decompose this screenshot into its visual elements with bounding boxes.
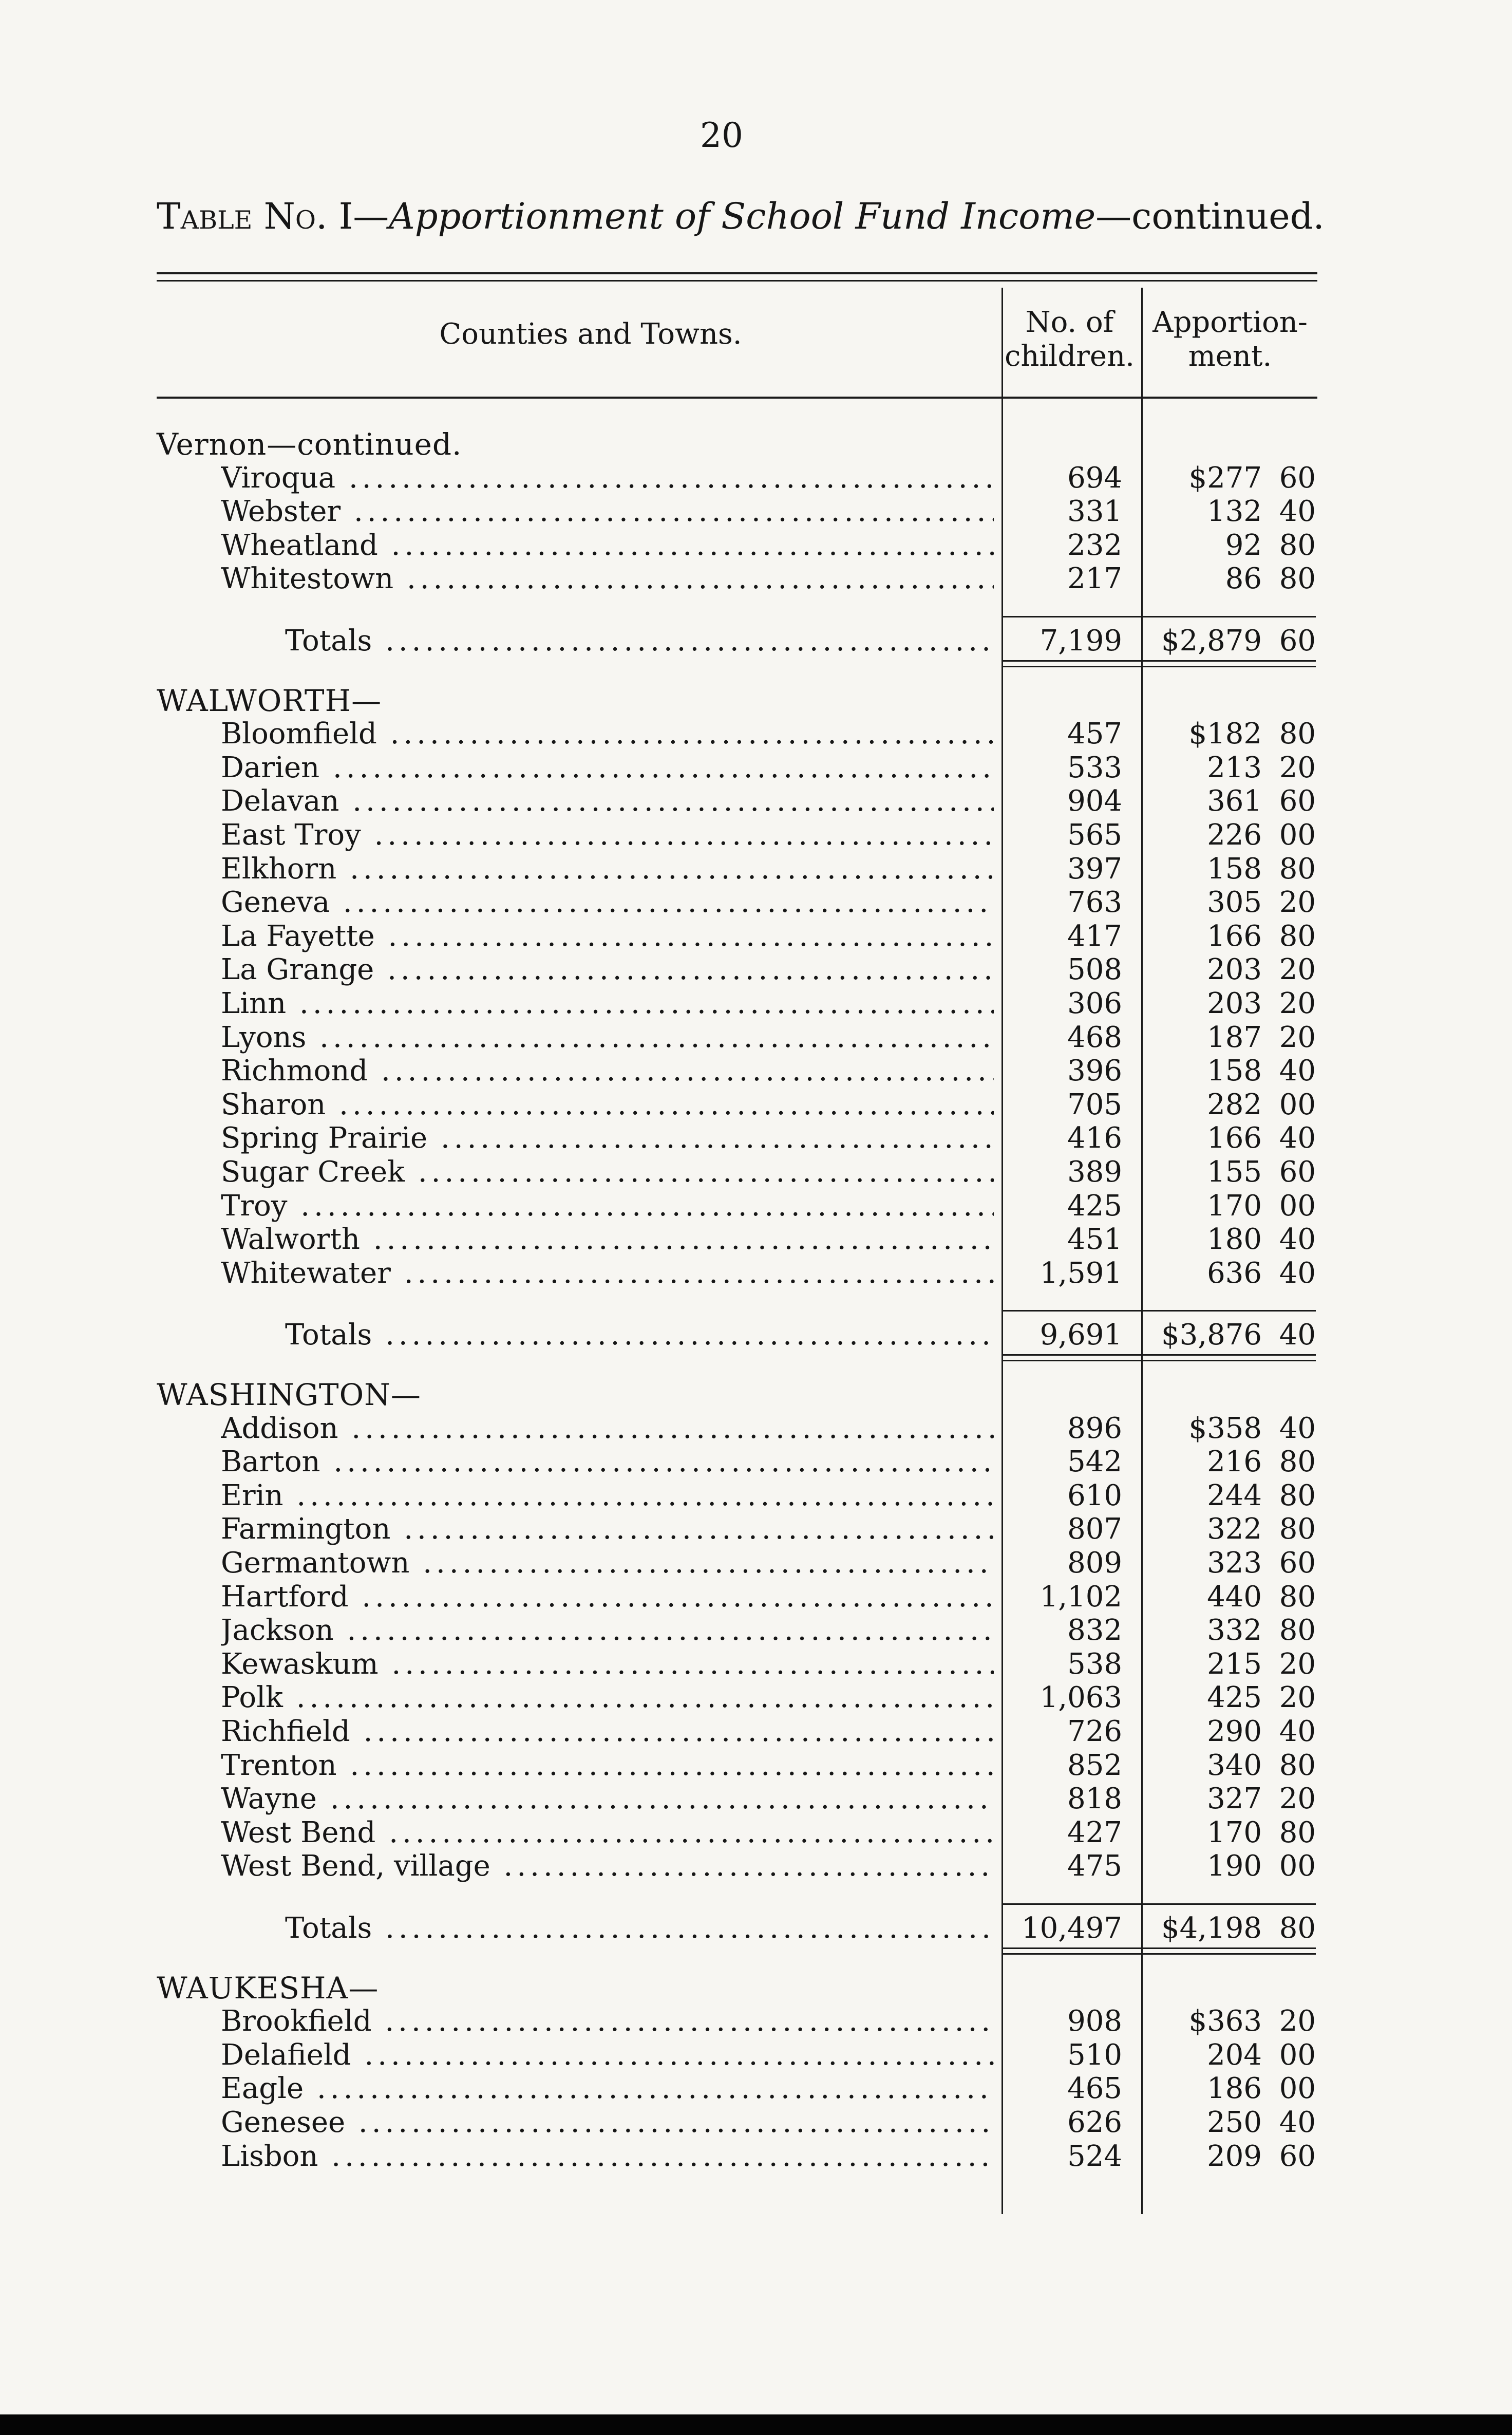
apportionment-cents: 20 bbox=[1279, 751, 1316, 784]
table-row bbox=[0, 1223, 1512, 1257]
apportionment-cents: 00 bbox=[1279, 1849, 1316, 1883]
table-row bbox=[0, 1849, 1512, 1883]
children-count: 818 bbox=[1067, 1782, 1122, 1815]
apportionment-cents: 40 bbox=[1279, 495, 1316, 528]
top-rule-2 bbox=[157, 280, 1317, 282]
town-name: Addison ..... bbox=[221, 1412, 994, 1446]
apportionment-dollars: 92 bbox=[1225, 529, 1262, 562]
children-count: 306 bbox=[1067, 987, 1122, 1020]
apportionment-cents: 80 bbox=[1279, 1479, 1316, 1512]
header-children: No. of children. bbox=[1005, 306, 1135, 373]
apportionment-cents: 80 bbox=[1279, 920, 1316, 953]
town-name: Bloomfield ..... bbox=[221, 717, 994, 751]
apportionment-dollars: 209 bbox=[1207, 2140, 1262, 2173]
apportionment-cents: 80 bbox=[1279, 1749, 1316, 1782]
apportionment-dollars: 158 bbox=[1207, 852, 1262, 886]
apportionment-dollars: 203 bbox=[1207, 987, 1262, 1020]
town-name: Sharon ..... bbox=[221, 1088, 994, 1122]
apportionment-cents: 60 bbox=[1279, 461, 1316, 495]
apportionment-cents: 00 bbox=[1279, 2038, 1316, 2072]
table-title bbox=[157, 195, 1325, 237]
table-row bbox=[0, 1088, 1512, 1122]
totals-label: Totals ..... bbox=[285, 1318, 994, 1352]
apportionment-cents: 40 bbox=[1279, 1412, 1316, 1445]
apportionment-cents: 60 bbox=[1279, 1546, 1316, 1580]
town-name: La Fayette ..... bbox=[221, 920, 994, 953]
town-name: Erin ..... bbox=[221, 1479, 994, 1513]
children-count: 832 bbox=[1067, 1614, 1122, 1647]
table-row bbox=[0, 1257, 1512, 1290]
page-number: 20 bbox=[700, 116, 743, 155]
children-count: 705 bbox=[1067, 1088, 1122, 1121]
table-row bbox=[0, 529, 1512, 563]
apportionment-cents: 40 bbox=[1279, 1054, 1316, 1088]
apportionment-dollars: 215 bbox=[1207, 1647, 1262, 1681]
apportionment-cents: 00 bbox=[1279, 1088, 1316, 1121]
table-row bbox=[0, 562, 1512, 596]
apportionment-dollars: 250 bbox=[1207, 2106, 1262, 2139]
totals-row bbox=[0, 1318, 1512, 1352]
apportionment-cents: 80 bbox=[1279, 852, 1316, 886]
apportionment-cents: 60 bbox=[1279, 784, 1316, 818]
apportionment-dollars: $363 bbox=[1188, 2005, 1262, 2038]
children-count: 626 bbox=[1067, 2106, 1122, 2139]
children-count: 451 bbox=[1067, 1223, 1122, 1256]
apportionment-dollars: 332 bbox=[1207, 1614, 1262, 1647]
apportionment-dollars: 323 bbox=[1207, 1546, 1262, 1580]
table-title-suffix: —continued. bbox=[1095, 195, 1325, 237]
apportionment-dollars: 361 bbox=[1207, 784, 1262, 818]
apportionment-cents: 80 bbox=[1279, 1614, 1316, 1647]
table-row bbox=[0, 2140, 1512, 2174]
apportionment-dollars: $358 bbox=[1188, 1412, 1262, 1445]
table-row bbox=[0, 461, 1512, 495]
apportionment-dollars: 340 bbox=[1207, 1749, 1262, 1782]
header-counties-towns: Counties and Towns. bbox=[439, 317, 742, 351]
apportionment-dollars: 155 bbox=[1207, 1155, 1262, 1189]
table-row bbox=[0, 1715, 1512, 1749]
town-name: Viroqua ..... bbox=[221, 461, 994, 495]
apportionment-cents: 00 bbox=[1279, 818, 1316, 852]
children-count: 524 bbox=[1067, 2140, 1122, 2173]
apportionment-dollars: 636 bbox=[1207, 1257, 1262, 1290]
town-name: Elkhorn ..... bbox=[221, 852, 994, 886]
totals-rule bbox=[1003, 1903, 1316, 1905]
children-count: 217 bbox=[1067, 562, 1122, 595]
children-count: 425 bbox=[1067, 1189, 1122, 1223]
town-name: Brookfield ..... bbox=[221, 2005, 994, 2038]
apportionment-cents: 20 bbox=[1279, 1681, 1316, 1714]
apportionment-cents: 40 bbox=[1279, 1121, 1316, 1155]
children-count: 510 bbox=[1067, 2038, 1122, 2072]
top-rule bbox=[157, 272, 1317, 274]
town-name: Genesee ..... bbox=[221, 2106, 994, 2140]
table-row bbox=[0, 2005, 1512, 2038]
apportionment-cents: 80 bbox=[1279, 1912, 1316, 1945]
table-row bbox=[0, 1816, 1512, 1850]
table-row bbox=[0, 1121, 1512, 1155]
children-count: 1,102 bbox=[1040, 1580, 1122, 1614]
apportionment-dollars: 170 bbox=[1207, 1816, 1262, 1849]
apportionment-dollars: 244 bbox=[1207, 1479, 1262, 1512]
town-name: Whitewater ..... bbox=[221, 1257, 994, 1290]
apportionment-dollars: 86 bbox=[1225, 562, 1262, 595]
town-name: Delavan ..... bbox=[221, 784, 994, 818]
town-name: Trenton ..... bbox=[221, 1749, 994, 1783]
apportionment-dollars: 190 bbox=[1207, 1849, 1262, 1883]
apportionment-cents: 80 bbox=[1279, 1512, 1316, 1546]
children-count: 396 bbox=[1067, 1054, 1122, 1088]
apportionment-dollars: 290 bbox=[1207, 1715, 1262, 1748]
town-name: Darien ..... bbox=[221, 751, 994, 785]
header-rule bbox=[157, 397, 1317, 399]
table-row bbox=[0, 1189, 1512, 1223]
town-name: Delafield ..... bbox=[221, 2038, 994, 2072]
section-rule bbox=[1003, 660, 1316, 662]
apportionment-cents: 20 bbox=[1279, 1782, 1316, 1815]
children-count: 457 bbox=[1067, 717, 1122, 751]
apportionment-dollars: 170 bbox=[1207, 1189, 1262, 1223]
apportionment-cents: 80 bbox=[1279, 562, 1316, 595]
apportionment-dollars: 305 bbox=[1207, 886, 1262, 919]
table-row bbox=[0, 987, 1512, 1021]
children-count: 331 bbox=[1067, 495, 1122, 528]
children-count: 852 bbox=[1067, 1749, 1122, 1782]
apportionment-dollars: 204 bbox=[1207, 2038, 1262, 2072]
table-row bbox=[0, 1749, 1512, 1783]
apportionment-dollars: $4,198 bbox=[1161, 1912, 1262, 1945]
town-name: Whitestown ..... bbox=[221, 562, 994, 596]
town-name: Barton ..... bbox=[221, 1445, 994, 1479]
town-name: Hartford ..... bbox=[221, 1580, 994, 1614]
town-name: Jackson ..... bbox=[221, 1614, 994, 1647]
apportionment-cents: 40 bbox=[1279, 1257, 1316, 1290]
county-heading: Vernon—continued. bbox=[157, 427, 462, 462]
totals-row bbox=[0, 624, 1512, 658]
children-count: 565 bbox=[1067, 818, 1122, 852]
children-count: 417 bbox=[1067, 920, 1122, 953]
children-count: 538 bbox=[1067, 1647, 1122, 1681]
apportionment-dollars: 166 bbox=[1207, 1121, 1262, 1155]
apportionment-cents: 20 bbox=[1279, 953, 1316, 986]
apportionment-dollars: 132 bbox=[1207, 495, 1262, 528]
apportionment-cents: 40 bbox=[1279, 1715, 1316, 1748]
apportionment-dollars: 327 bbox=[1207, 1782, 1262, 1815]
apportionment-cents: 20 bbox=[1279, 2005, 1316, 2038]
table-row bbox=[0, 818, 1512, 852]
children-count: 610 bbox=[1067, 1479, 1122, 1512]
children-count: 7,199 bbox=[1040, 624, 1122, 658]
town-name: Linn ..... bbox=[221, 987, 994, 1021]
apportionment-cents: 60 bbox=[1279, 1155, 1316, 1189]
children-count: 1,591 bbox=[1040, 1257, 1122, 1290]
town-name: Geneva ..... bbox=[221, 886, 994, 920]
apportionment-dollars: 440 bbox=[1207, 1580, 1262, 1614]
town-name: Lyons ..... bbox=[221, 1021, 994, 1055]
scan-border bbox=[0, 2414, 1512, 2435]
apportionment-dollars: 186 bbox=[1207, 2072, 1262, 2105]
town-name: Sugar Creek ..... bbox=[221, 1155, 994, 1189]
table-row bbox=[0, 717, 1512, 751]
apportionment-dollars: 322 bbox=[1207, 1512, 1262, 1546]
apportionment-cents: 40 bbox=[1279, 1318, 1316, 1352]
section-rule-2 bbox=[1003, 1360, 1316, 1361]
children-count: 465 bbox=[1067, 2072, 1122, 2105]
header-apportionment: Apportion- ment. bbox=[1152, 306, 1308, 373]
children-count: 397 bbox=[1067, 852, 1122, 886]
town-name: East Troy ..... bbox=[221, 818, 994, 852]
children-count: 896 bbox=[1067, 1412, 1122, 1445]
table-row bbox=[0, 2106, 1512, 2140]
table-row bbox=[0, 1580, 1512, 1614]
table-row bbox=[0, 1681, 1512, 1715]
apportionment-dollars: 166 bbox=[1207, 920, 1262, 953]
town-name: Farmington ..... bbox=[221, 1512, 994, 1546]
apportionment-dollars: $3,876 bbox=[1161, 1318, 1262, 1352]
town-name: Germantown ..... bbox=[221, 1546, 994, 1580]
children-count: 908 bbox=[1067, 2005, 1122, 2038]
apportionment-cents: 00 bbox=[1279, 1189, 1316, 1223]
town-name: Troy ..... bbox=[221, 1189, 994, 1223]
town-name: Kewaskum ..... bbox=[221, 1647, 994, 1681]
table-row bbox=[0, 1445, 1512, 1479]
table-row bbox=[0, 886, 1512, 920]
table-row bbox=[0, 1546, 1512, 1580]
town-name: West Bend, village ..... bbox=[221, 1849, 994, 1883]
table-subject: Apportionment of School Fund Income bbox=[389, 195, 1096, 237]
apportionment-dollars: 226 bbox=[1207, 818, 1262, 852]
table-row bbox=[0, 495, 1512, 529]
table-row bbox=[0, 1155, 1512, 1189]
children-count: 809 bbox=[1067, 1546, 1122, 1580]
table-row bbox=[0, 1512, 1512, 1546]
apportionment-cents: 40 bbox=[1279, 2106, 1316, 2139]
totals-label: Totals ..... bbox=[285, 624, 994, 658]
table-row bbox=[0, 852, 1512, 886]
apportionment-cents: 80 bbox=[1279, 529, 1316, 562]
table-row bbox=[0, 1782, 1512, 1816]
county-heading: WALWORTH— bbox=[157, 683, 382, 718]
children-count: 475 bbox=[1067, 1849, 1122, 1883]
children-count: 416 bbox=[1067, 1121, 1122, 1155]
town-name: Richfield ..... bbox=[221, 1715, 994, 1749]
table-row bbox=[0, 751, 1512, 785]
apportionment-dollars: 203 bbox=[1207, 953, 1262, 986]
table-number: Table No. I— bbox=[157, 195, 389, 237]
apportionment-dollars: $2,879 bbox=[1161, 624, 1262, 658]
section-rule-2 bbox=[1003, 666, 1316, 667]
apportionment-cents: 60 bbox=[1279, 2140, 1316, 2173]
town-name: La Grange ..... bbox=[221, 953, 994, 987]
apportionment-cents: 80 bbox=[1279, 1816, 1316, 1849]
county-heading: WASHINGTON— bbox=[157, 1377, 421, 1412]
table-row bbox=[0, 920, 1512, 953]
totals-rule bbox=[1003, 616, 1316, 617]
apportionment-cents: 60 bbox=[1279, 624, 1316, 658]
apportionment-cents: 20 bbox=[1279, 987, 1316, 1020]
town-name: Lisbon ..... bbox=[221, 2140, 994, 2174]
section-rule bbox=[1003, 1947, 1316, 1949]
table-row bbox=[0, 2072, 1512, 2106]
children-count: 807 bbox=[1067, 1512, 1122, 1546]
apportionment-cents: 00 bbox=[1279, 2072, 1316, 2105]
totals-row bbox=[0, 1912, 1512, 1945]
children-count: 1,063 bbox=[1040, 1681, 1122, 1714]
apportionment-cents: 40 bbox=[1279, 1223, 1316, 1256]
apportionment-cents: 80 bbox=[1279, 717, 1316, 751]
children-count: 232 bbox=[1067, 529, 1122, 562]
apportionment-dollars: 425 bbox=[1207, 1681, 1262, 1714]
town-name: Wheatland ..... bbox=[221, 529, 994, 563]
children-count: 763 bbox=[1067, 886, 1122, 919]
totals-label: Totals ..... bbox=[285, 1912, 994, 1945]
table-row bbox=[0, 2038, 1512, 2072]
apportionment-dollars: $277 bbox=[1188, 461, 1262, 495]
children-count: 427 bbox=[1067, 1816, 1122, 1849]
apportionment-cents: 20 bbox=[1279, 1647, 1316, 1681]
children-count: 389 bbox=[1067, 1155, 1122, 1189]
table-row bbox=[0, 1021, 1512, 1055]
apportionment-cents: 80 bbox=[1279, 1580, 1316, 1614]
town-name: Richmond ..... bbox=[221, 1054, 994, 1088]
children-count: 542 bbox=[1067, 1445, 1122, 1478]
children-count: 904 bbox=[1067, 784, 1122, 818]
children-count: 533 bbox=[1067, 751, 1122, 784]
children-count: 9,691 bbox=[1040, 1318, 1122, 1352]
table-row bbox=[0, 1647, 1512, 1681]
table-row bbox=[0, 1479, 1512, 1513]
apportionment-cents: 20 bbox=[1279, 886, 1316, 919]
table-row bbox=[0, 953, 1512, 987]
totals-rule bbox=[1003, 1310, 1316, 1312]
town-name: Webster ..... bbox=[221, 495, 994, 529]
town-name: Walworth ..... bbox=[221, 1223, 994, 1257]
table-row bbox=[0, 1412, 1512, 1446]
children-count: 10,497 bbox=[1022, 1912, 1122, 1945]
children-count: 508 bbox=[1067, 953, 1122, 986]
table-row bbox=[0, 784, 1512, 818]
town-name: West Bend ..... bbox=[221, 1816, 994, 1850]
section-rule bbox=[1003, 1354, 1316, 1356]
children-count: 694 bbox=[1067, 461, 1122, 495]
town-name: Eagle ..... bbox=[221, 2072, 994, 2106]
town-name: Polk ..... bbox=[221, 1681, 994, 1715]
apportionment-dollars: 180 bbox=[1207, 1223, 1262, 1256]
apportionment-dollars: 187 bbox=[1207, 1021, 1262, 1054]
children-count: 468 bbox=[1067, 1021, 1122, 1054]
section-rule-2 bbox=[1003, 1953, 1316, 1955]
town-name: Spring Prairie ..... bbox=[221, 1121, 994, 1155]
county-heading: WAUKESHA— bbox=[157, 1971, 379, 2006]
apportionment-dollars: $182 bbox=[1188, 717, 1262, 751]
table-row bbox=[0, 1614, 1512, 1647]
table-row bbox=[0, 1054, 1512, 1088]
apportionment-dollars: 213 bbox=[1207, 751, 1262, 784]
apportionment-dollars: 282 bbox=[1207, 1088, 1262, 1121]
apportionment-dollars: 158 bbox=[1207, 1054, 1262, 1088]
apportionment-cents: 80 bbox=[1279, 1445, 1316, 1478]
apportionment-cents: 20 bbox=[1279, 1021, 1316, 1054]
apportionment-dollars: 216 bbox=[1207, 1445, 1262, 1478]
town-name: Wayne ..... bbox=[221, 1782, 994, 1816]
children-count: 726 bbox=[1067, 1715, 1122, 1748]
